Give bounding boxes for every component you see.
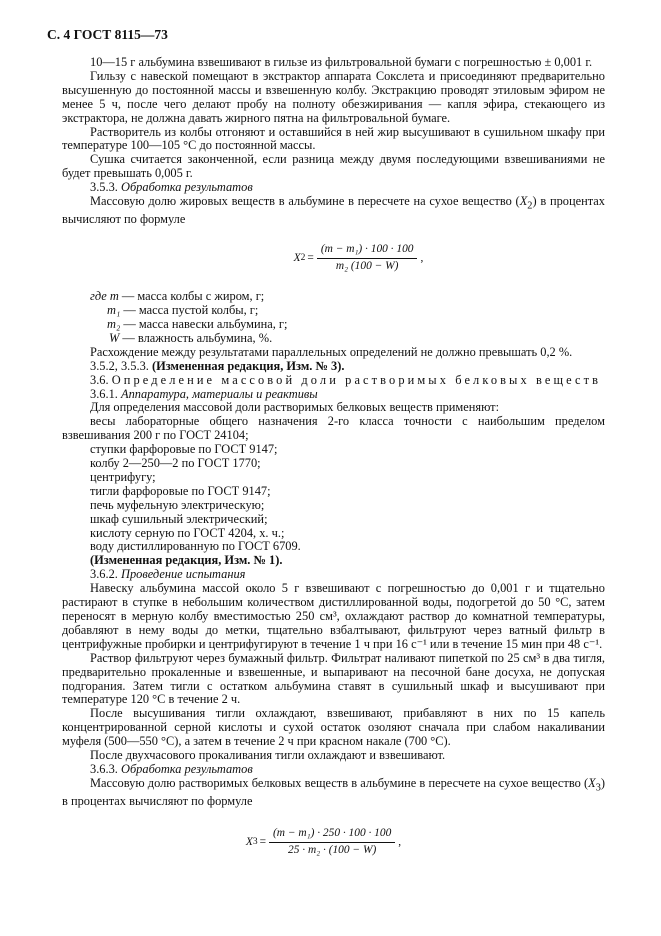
description: — масса пустой колбы, г; — [120, 303, 259, 318]
formula-comma: , — [420, 251, 424, 264]
formula-lhs: X — [293, 251, 301, 264]
section-number: 3.5.2, 3.5.3. — [90, 358, 149, 373]
section-number: 3.6.3. — [90, 761, 118, 776]
section-number: 3.6.2. — [90, 567, 118, 582]
section-number: 3.6.1. — [90, 386, 118, 401]
subscript: 2 — [527, 200, 533, 212]
symbol: где m — [90, 289, 119, 304]
formula-lhs: X — [245, 835, 253, 848]
section-heading-3-6 — [62, 374, 605, 388]
equipment-item: шкаф сушильный электрический; — [90, 511, 268, 526]
formula-comma: , — [398, 835, 402, 848]
numerator: (m − m₁) · 100 · 100 — [317, 243, 418, 259]
symbol: m₁ — [107, 303, 121, 318]
equals-sign: = — [259, 835, 266, 848]
equipment-item: воду дистиллированную по ГОСТ 6709. — [90, 539, 301, 554]
denominator: 25 · m₂ · (100 − W) — [288, 844, 377, 857]
text: ) в процентах вычисляют по формуле — [62, 194, 605, 227]
section-title: Определение массовой доли растворимых белковых веществ — [111, 372, 602, 387]
amendment-note — [62, 554, 605, 568]
equipment-item: весы лабораторные общего назначения 2-го класса точности с наибольшим пределом взвешивания 200 г по ГОСТ 24104; — [62, 414, 605, 443]
section-title: Обработка результатов — [121, 761, 253, 776]
fraction — [317, 243, 418, 274]
text: Массовую долю жировых веществ в альбумине в пересчете на сухое вещество ( — [90, 194, 520, 209]
legend-item — [90, 332, 605, 346]
paragraph — [62, 195, 605, 227]
paragraph: Расхождение между результатами параллельных определений не должно превышать 0,2 %. — [90, 344, 573, 359]
section-title: Проведение испытания — [121, 567, 246, 582]
equipment-item: печь муфельную электрическую; — [90, 497, 265, 512]
equipment-item: ступки фарфоровые по ГОСТ 9147; — [90, 442, 278, 457]
equipment-item: тигли фарфоровые по ГОСТ 9147; — [90, 483, 271, 498]
symbol: m₂ — [107, 316, 121, 331]
legend-item — [90, 318, 605, 332]
section-heading-3-6-1 — [62, 388, 605, 402]
denominator: m₂ (100 − W) — [335, 260, 399, 273]
formula-x2 — [112, 243, 605, 274]
paragraph: Растворитель из колбы отгоняют и оставшийся в ней жир высушивают в сушильном шкафу при температуре 100—105 °С до постоянной массы. — [62, 124, 605, 153]
numerator: (m − m₁) · 250 · 100 · 100 — [269, 827, 395, 843]
amendment-text: (Измененная редакция, Изм. № 3). — [151, 358, 345, 373]
equipment-item: центрифугу; — [90, 469, 156, 484]
section-number: 3.6. — [90, 372, 109, 387]
paragraph: Сушка считается законченной, если разница между двумя последующими взвешиваниями не будет превышать 0,005 г. — [62, 152, 605, 181]
paragraph — [62, 777, 605, 809]
description: — масса навески альбумина, г; — [120, 316, 288, 331]
paragraph: 10—15 г альбумина взвешивают в гильзе из фильтровальной бумаги с погрешностью ± 0,001 г. — [90, 55, 593, 69]
formula-lhs-sub: 2 — [300, 252, 306, 263]
document-body — [62, 56, 605, 872]
paragraph: Для определения массовой доли растворимых белковых веществ применяют: — [90, 400, 500, 415]
description: — масса колбы с жиром, г; — [118, 289, 265, 304]
amendment-text: (Измененная редакция, Изм. № 1). — [90, 553, 283, 568]
paragraph: Раствор фильтруют через бумажный фильтр. Фильтрат наливают пипеткой по 25 см³ в два тигля, предварительно прокаленные и взвешенные, и выпаривают на песочной бане досуха, не допуская подгорания. Затем тигли с остатком альбумина ставят в сушильный шкаф и высушивают при температуре 120 °С в течение 2 ч. — [62, 650, 605, 707]
page-header: С. 4 ГОСТ 8115—73 — [47, 27, 168, 42]
subscript: 3 — [595, 782, 601, 794]
fraction — [269, 827, 395, 858]
text: ) в процентах вычисляют по формуле — [62, 775, 605, 809]
variable: X — [519, 194, 528, 209]
variable-legend — [62, 290, 605, 346]
section-title: Аппаратура, материалы и реактивы — [121, 386, 318, 401]
section-title: Обработка результатов — [121, 180, 253, 195]
section-number: 3.5.3. — [90, 180, 118, 195]
text: Массовую долю растворимых белковых веществ в альбумине в пересчете на сухое вещество ( — [90, 775, 589, 790]
legend-item — [90, 290, 605, 304]
amendment-note — [62, 360, 605, 374]
description: — влажность альбумина, %. — [119, 330, 273, 345]
paragraph: После высушивания тигли охлаждают, взвешивают, прибавляют в них по 15 капель концентрированной серной кислоты и сухой остаток озоляют сначала при слабом накаливании муфеля (500—550 °С), а затем в течение 2 ч при красном накале (700 °С). — [62, 706, 605, 749]
paragraph: Навеску альбумина массой около 5 г взвешивают с погрешностью до 0,001 г и тщательно растирают в ступке в небольшим количеством дистиллированной воды, подогретой до 50 °С, затем переносят в мерную колбу вместимостью 250 см³, охлаждают раствор до комнатной температуры, добавляют в нему воды до метки, тщательно взбалтывают, фильтруют через ватный фильтр в центрифужные пробирки и центрифугируют в течение 1 ч при 16 с⁻¹ или в течение 15 мин при 48 с⁻¹. — [62, 581, 605, 651]
paragraph: Гильзу с навеской помещают в экстрактор аппарата Сокслета и присоединяют предварительно высушенную до постоянной массы и взвешенную колбу. Экстракцию проводят этиловым эфиром не менее 5 ч, после чего делают пробу на полноту обезжиривания — капля эфира, стекающего из экстрактора, не должна давать жирного пятна на фильтровальной бумаге. — [62, 68, 605, 125]
equals-sign: = — [307, 251, 314, 264]
section-heading-3-6-2 — [62, 568, 605, 582]
symbol: W — [109, 330, 120, 345]
section-heading-3-5-3 — [62, 181, 605, 195]
paragraph: После двухчасового прокаливания тигли охлаждают и взвешивают. — [90, 748, 446, 763]
legend-item — [90, 304, 605, 318]
formula-lhs-sub: 3 — [252, 836, 258, 847]
equipment-item: колбу 2—250—2 по ГОСТ 1770; — [90, 456, 261, 471]
formula-x3 — [42, 827, 605, 858]
section-heading-3-6-3 — [62, 763, 605, 777]
equipment-item: кислоту серную по ГОСТ 4204, х. ч.; — [90, 525, 285, 540]
variable: X — [588, 775, 596, 790]
